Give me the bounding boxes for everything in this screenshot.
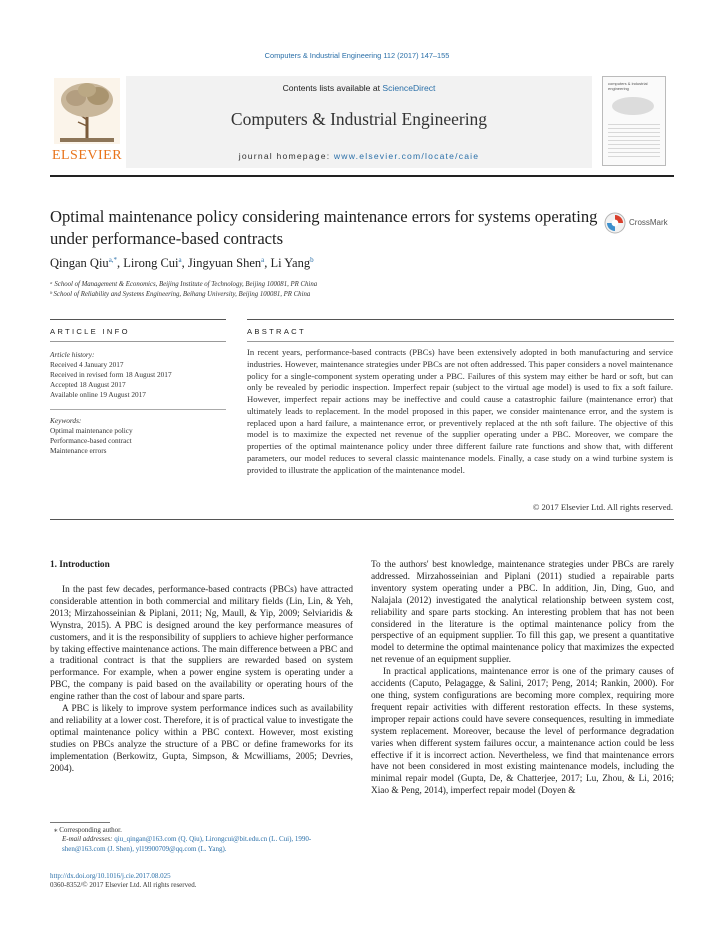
author-affiliation-mark[interactable]: a — [178, 256, 182, 264]
masthead-center-panel — [126, 76, 592, 168]
keyword-item: Maintenance errors — [50, 446, 107, 455]
keyword-item: Optimal maintenance policy — [50, 426, 133, 435]
journal-citation-line[interactable]: Computers & Industrial Engineering 112 (2017) 147–155 — [264, 51, 450, 60]
article-history-label: Article history: — [50, 350, 95, 359]
history-revised: Received in revised form 18 August 2017 — [50, 370, 172, 379]
history-online: Available online 19 August 2017 — [50, 390, 146, 399]
abstract-bottom-rule — [50, 519, 674, 520]
publisher-name: ELSEVIER — [51, 148, 123, 163]
cover-title: computers & industrial engineering — [608, 81, 648, 91]
issn-copyright: 0360-8352/© 2017 Elsevier Ltd. All rights reserved. — [50, 881, 197, 890]
section-heading-introduction: 1. Introduction — [50, 560, 110, 570]
intro-paragraph: In the past few decades, performance-based contracts (PBCs) have attracted considerable attention in both commercial and military fields (Lin, Lin, & Yeh, 2013; Mirzahosseinian & Piplani, 2011; Ng, Maull, & Yip, 2009; Selviaridis & Wynstra, 2015). A PBC is designed around the key performance measures of customers, and it is the responsibility of suppliers to achieve higher performance by taking effective maintenance actions. The main difference between a PBC and a traditional contract is that the suppliers are rewarded based on system performance. For example, when a power engine system is operating under a PBC, the company is paid based on the availability or operating hours of the engine rather than the cost of labour and spare parts. — [50, 585, 353, 703]
keywords-label: Keywords: — [50, 416, 82, 425]
article-title: Optimal maintenance policy considering maintenance errors for systems operating under performance-based contracts — [50, 207, 598, 248]
history-accepted: Accepted 18 August 2017 — [50, 380, 126, 389]
affiliation-b: ᵇ School of Reliability and Systems Engineering, Beihang University, Beijing 100081, PR China — [50, 291, 311, 298]
journal-homepage — [126, 151, 592, 161]
sciencedirect-link[interactable]: ScienceDirect — [382, 83, 436, 93]
author-affiliation-mark[interactable]: a,* — [108, 256, 118, 264]
crossmark-badge[interactable] — [604, 212, 676, 234]
abstract-heading: ABSTRACT — [247, 327, 306, 336]
footnote-rule — [50, 822, 110, 823]
intro-paragraph: In practical applications, maintenance error is one of the primary causes of accidents (Caputo, Pelagagge, & Salini, 2017; Peng, 2014; Rankin, 2000). For one thing, system configurations are becoming more complex, requiring more frequent repair activities with different restoration effects. In these systems, improper repair actions could have severe consequences, resulting in immediate system replacement. Moreover, because the level of performance degradation varies when different system failures occur, a maintenance action could be less effective if it is incorrect action. Nevertheless, we find that maintenance errors have not been considered in most existing maintenance models, including the minimal repair model (Gupta, De, & Chatterjee, 2017; Lu, Zhou, & Li, 2016; Xiao & Peng, 2014), imperfect repair model (Doyen & — [371, 667, 674, 797]
crossmark-icon — [604, 212, 626, 234]
article-info-top-rule — [50, 319, 226, 320]
intro-column-left — [50, 585, 353, 776]
keywords-rule — [50, 409, 226, 410]
article-info-under-rule — [50, 341, 226, 342]
article-history — [50, 350, 226, 400]
author-affiliation-mark[interactable]: a — [261, 256, 265, 264]
contents-prefix: Contents lists available at — [282, 83, 383, 93]
author-list: Qingan Qiu$^{a,*}$, Lirong Cui$^a$, Jingyuan Shen$^a$, Li Yang$^b$ — [50, 256, 314, 271]
doi-link[interactable]: http://dx.doi.org/10.1016/j.cie.2017.08.025 — [50, 872, 171, 880]
intro-paragraph: A PBC is likely to improve system performance indices such as availability and reliability at a lower cost. Therefore, it is of practical value to investigate the optimal maintenance policy within a PBC context. However, most existing studies on PBCs analyze the structure of a PBC or define frameworks for its implementation (Berkowitz, Gupta, Simpson, & Mcwilliams, 2005; Devries, 2004). — [50, 704, 353, 774]
author-name: Lirong Cui — [123, 256, 179, 271]
masthead-divider — [50, 175, 674, 177]
affiliation-a: ᵃ School of Management & Economics, Beijing Institute of Technology, Beijing 100081, PR China — [50, 281, 318, 288]
abstract-under-rule — [247, 341, 674, 342]
author-name: Qingan Qiu — [50, 256, 109, 271]
contents-availability — [126, 83, 592, 93]
email-addresses — [50, 835, 353, 854]
cover-image — [612, 97, 654, 115]
crossmark-label: CrossMark — [629, 218, 668, 227]
journal-masthead — [50, 76, 674, 168]
abstract-text: In recent years, performance-based contracts (PBCs) have been extensively adopted in both manufacturing and service industries. However, maintenance strategies under PBCs are not often addressed. This paper considers a novel maintenance policy for a single-component system operating under a PBC. Failures of this system may either be hard or soft, but can only be revealed by periodic inspection. Imperfect repair (subject to the virtual age model) is used to fix a soft failure. However, imperfect repair actions may be ineffective and could cause a catastrophic failure (maintenance error) that ultimately leads to replacement. In the model proposed in this paper, we consider maintenance error, and the system is replaced upon a hard failure, a maintenance error, or preventively replaced at the nth soft failure. The objective of this model is to maximize the expected net revenue of the supplier operating under a PBC. Moreover, we compare the properties of the optimal maintenance policy under three different failure rate functions and show that, with different parameters, our model reduces to several classic maintenance models. Finally, a case study on a wind turbine system is provided to illustrate the application of the maintenance model. — [247, 347, 673, 475]
abstract-copyright: © 2017 Elsevier Ltd. All rights reserved. — [532, 502, 673, 512]
author-name: Jingyuan Shen — [187, 256, 262, 271]
intro-column-right — [371, 560, 674, 798]
intro-paragraph: To the authors' best knowledge, maintenance strategies under PBCs are rarely addressed. Mirzahosseinian and Piplani (2011) studied a repairable parts inventory system operating under a PBC. In addition, Jin, Ding, Guo, and Nalajala (2012) investigated the analytical relationship between system cost, reliability and spare parts stocking. An interesting problem that has not been considered in the literature is the optimal maintenance policy from the perspective of an equipment supplier. To fill this gap, we present a quantitative model to determine the optimal maintenance policy that maximizes the expected net revenue of an equipment supplier. — [371, 560, 674, 666]
corresponding-author-note: ⁎ Corresponding author. — [54, 826, 122, 834]
homepage-prefix: journal homepage: — [238, 151, 334, 161]
homepage-link[interactable]: www.elsevier.com/locate/caie — [333, 151, 480, 161]
elsevier-tree-logo — [50, 76, 124, 166]
abstract-top-rule — [247, 319, 674, 320]
journal-cover-thumbnail[interactable] — [602, 76, 666, 166]
keyword-item: Performance-based contract — [50, 436, 132, 445]
history-received: Received 4 January 2017 — [50, 360, 124, 369]
email-label: E-mail addresses: — [62, 835, 113, 844]
email-list[interactable]: qiu_qingan@163.com (Q. Qiu), Lirongcui@bit.edu.cn (L. Cui), 1990-shen@163.com (J. Shen), yl19900709@qq.com (L. Yang). — [62, 835, 312, 853]
keywords — [50, 416, 226, 456]
doi-block — [50, 872, 353, 891]
cover-contents-lines — [608, 121, 660, 159]
footnote — [50, 826, 353, 854]
article-info-heading: ARTICLE INFO — [50, 327, 130, 336]
author-name: Li Yang — [270, 256, 311, 271]
author-affiliation-mark[interactable]: b — [310, 256, 314, 264]
journal-title: Computers & Industrial Engineering — [230, 109, 488, 129]
